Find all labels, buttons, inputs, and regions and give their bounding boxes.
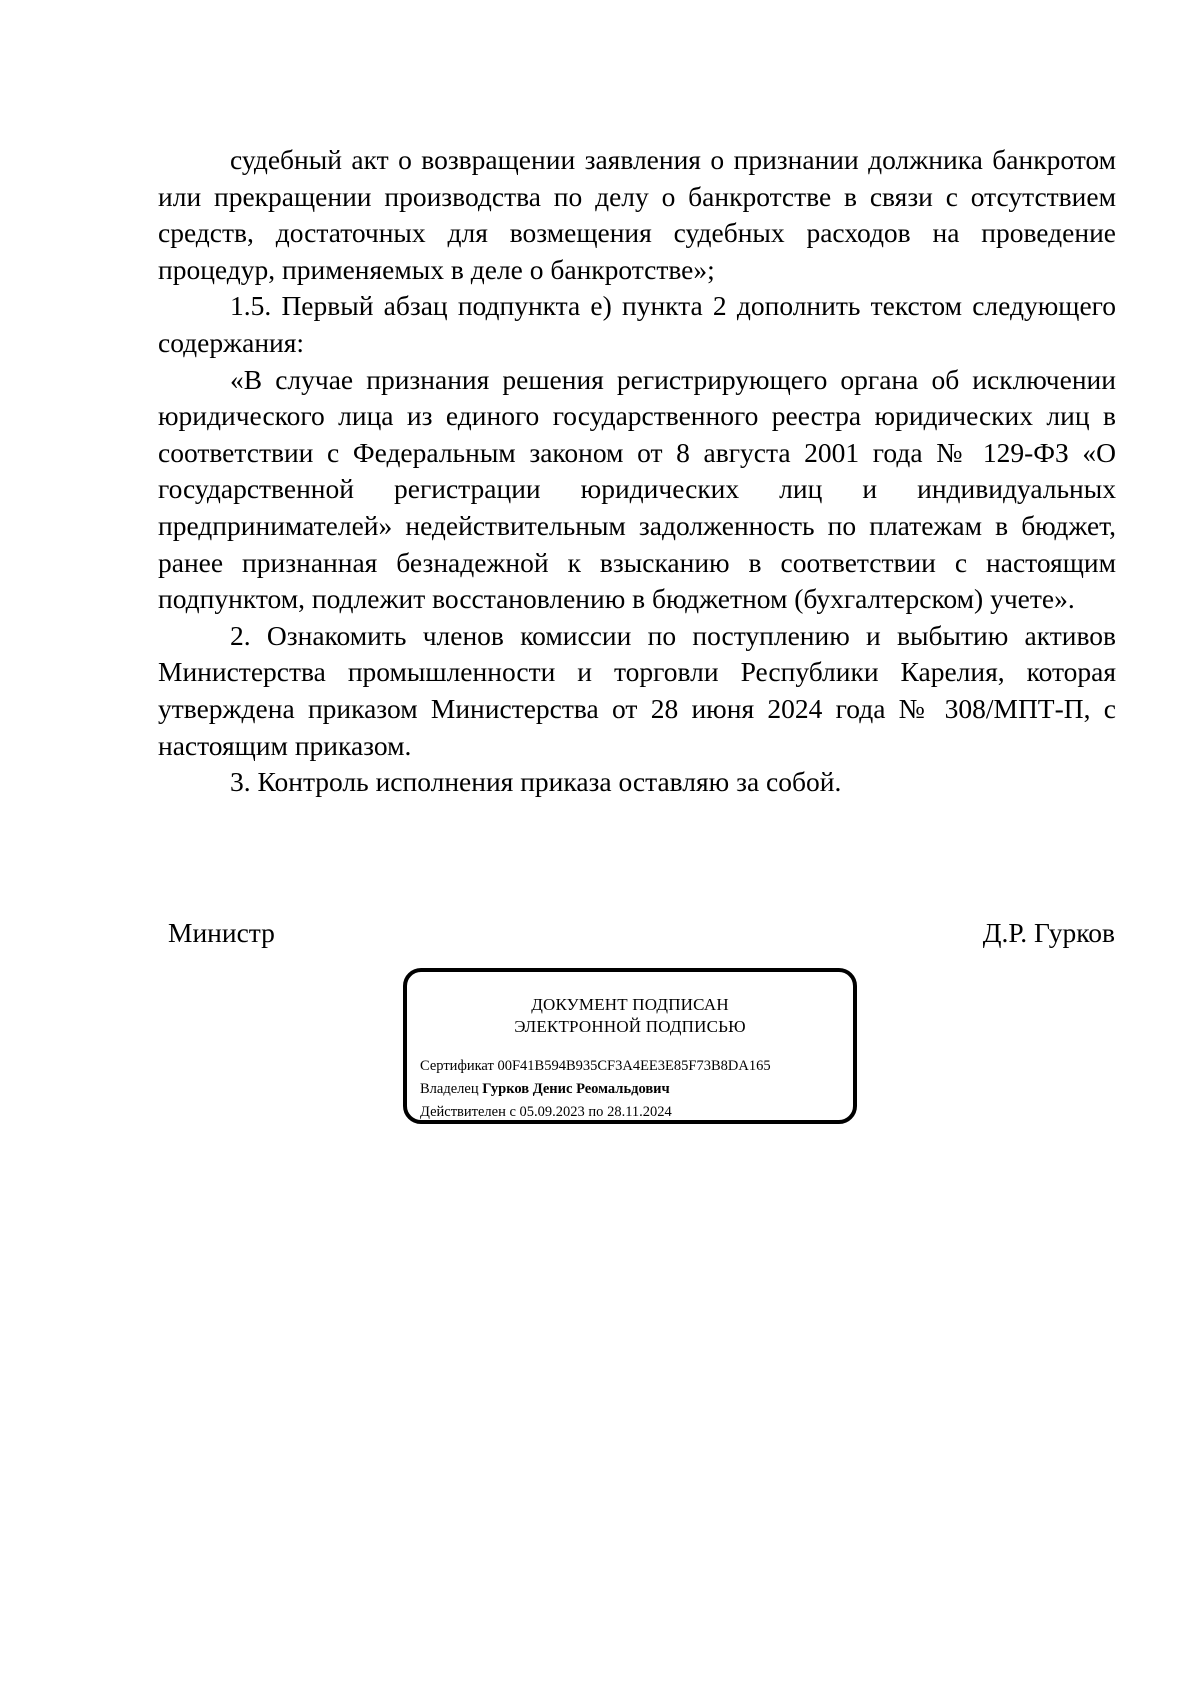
electronic-signature-stamp [403, 968, 857, 1124]
stamp-owner-row [420, 1078, 771, 1101]
valid-from-date: 05.09.2023 [519, 1104, 585, 1120]
paragraph-court-act: судебный акт о возвращении заявления о признании должника банкротом или прекращении производства по делу о банкротстве в связи с отсутствием средств, достаточных для возмещения судебных расходов на проведение процедур, применяемых в деле о банкротстве»; [158, 144, 1116, 285]
stamp-heading-line-2: ЭЛЕКТРОННОЙ ПОДПИСЬЮ [514, 1017, 746, 1036]
document-body [158, 142, 1116, 801]
signatory-name: Д.Р. Гурков [982, 917, 1115, 948]
stamp-heading-line-1: ДОКУМЕНТ ПОДПИСАН [531, 995, 729, 1014]
paragraph-item-3: 3. Контроль исполнения приказа оставляю за собой. [230, 766, 842, 798]
paragraph-quote-end: предпринимателей» недействительным задолженность по платежам в бюджет, ранее признанная безнадежной к взысканию в соответствии с настоящим подпунктом, подлежит восстановлению в бюджетном (бухгалтерском) учете». [158, 509, 1116, 615]
paragraph-quote-law-title: государственной регистрации юридических лиц и индивидуальных [158, 473, 1116, 505]
certificate-label: Сертификат [420, 1058, 494, 1074]
stamp-certificate-row [420, 1055, 771, 1078]
paragraph-item-1-5: 1.5. Первый абзац подпункта е) пункта 2 дополнить текстом следующего содержания: [158, 290, 1116, 358]
valid-to-date: 28.11.2024 [607, 1104, 672, 1120]
valid-from-prefix: с [509, 1104, 516, 1120]
stamp-details [420, 1055, 771, 1124]
valid-to-prefix: по [588, 1104, 604, 1120]
owner-value: Гурков Денис Реомальдович [482, 1081, 670, 1097]
validity-label: Действителен [420, 1104, 506, 1120]
paragraph-item-2: 2. Ознакомить членов комиссии по поступлению и выбытию активов Министерства промышленности и торговли Республики Карелия, которая утверждена приказом Министерства от 28 июня 2024 года № 308/МПТ-П, с настоящим приказом. [158, 619, 1116, 761]
paragraph-quote-start: «В случае признания решения регистрирующего органа об исключении юридического лица из единого государственного реестра юридических лиц в соответствии с Федеральным законом от 8 августа 2001 года № 129-ФЗ «О [158, 363, 1116, 468]
stamp-validity-row [420, 1101, 771, 1124]
certificate-value: 00F41B594B935CF3A4EE3E85F73B8DA165 [497, 1058, 771, 1074]
signatory-role: Министр [168, 917, 275, 948]
stamp-heading [407, 994, 853, 1038]
owner-label: Владелец [420, 1081, 479, 1097]
